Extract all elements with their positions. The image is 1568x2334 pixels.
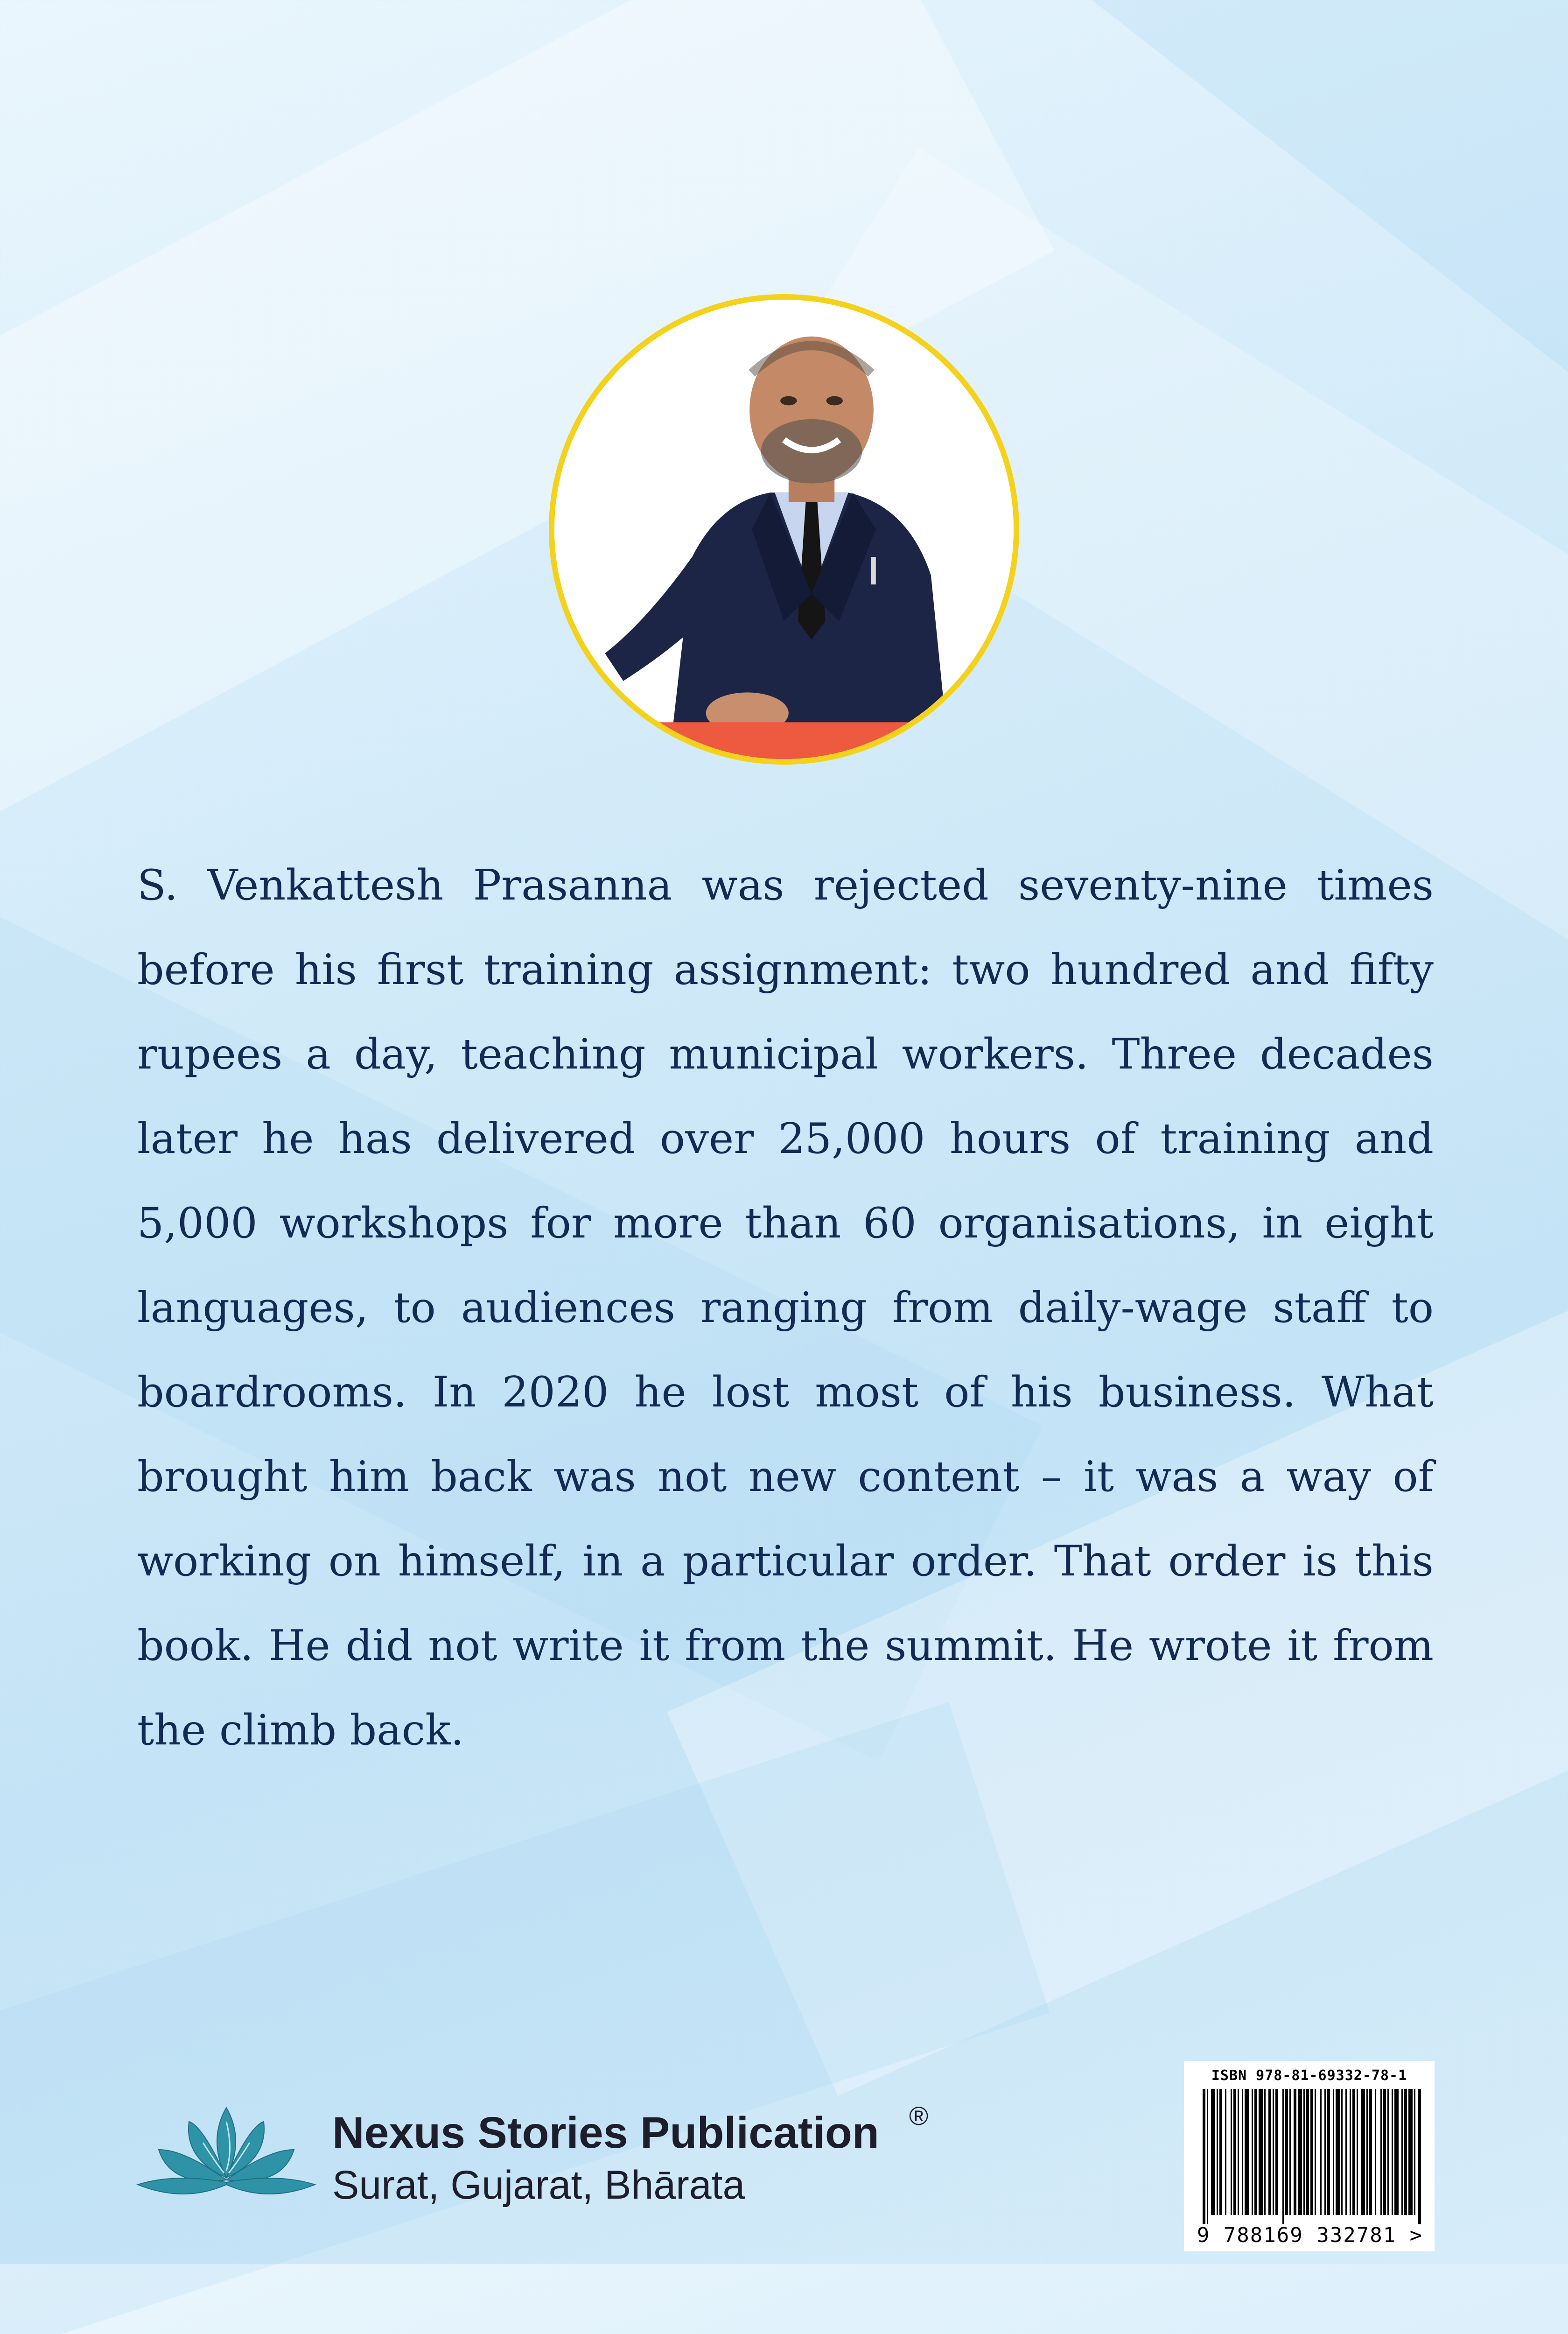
barcode-bar (1273, 2089, 1274, 2215)
barcode-bar (1350, 2089, 1351, 2215)
isbn-label: ISBN 978-81-69332-78-1 (1211, 2067, 1407, 2084)
barcode-bar (1294, 2089, 1296, 2215)
barcode-bar (1245, 2089, 1249, 2215)
barcode-bar (1203, 2089, 1205, 2224)
publisher-location: Surat, Gujarat, Bhārata (332, 2163, 745, 2207)
barcode-bar (1310, 2089, 1313, 2215)
barcode-bar (1289, 2089, 1291, 2215)
barcode-bar (1207, 2089, 1208, 2224)
background-facet (0, 1702, 1050, 2334)
barcode-bar (1357, 2089, 1358, 2215)
barcode-bar (1333, 2089, 1334, 2215)
barcode-bar (1336, 2089, 1340, 2215)
barcode-bar (1404, 2089, 1407, 2215)
barcode-bar (1380, 2089, 1382, 2215)
barcode-bar (1275, 2089, 1278, 2215)
barcode-bar (1327, 2089, 1330, 2215)
barcode-bar (1231, 2089, 1232, 2215)
barcode-bar (1387, 2089, 1389, 2215)
barcode-bar (1252, 2089, 1253, 2215)
barcode-bar (1303, 2089, 1305, 2215)
barcode-bar (1383, 2089, 1386, 2215)
barcode-bar (1366, 2089, 1368, 2215)
barcode-bar (1268, 2089, 1271, 2215)
lotus-logo-icon (133, 2098, 320, 2210)
author-photo-icon (554, 300, 1014, 759)
isbn-barcode (1184, 2061, 1435, 2251)
author-portrait (549, 294, 1019, 765)
barcode-bar (1394, 2089, 1399, 2215)
author-bio: S. Venkattesh Prasanna was rejected seventy-nine times before his first training assignment: two hundred and fifty rupees a day, teaching municipal workers. Three decades later he has delivered over 25,000 hours of training and 5,000 workshops for more than 60 organisations, in eight languages, to audiences ranging from daily-wage staff to boardrooms. In 2020 he lost most of his business. What brought him back was not new content – it was a way of working on himself, in a particular order. That order is this book. He did not write it from the summit. He wrote it from the climb back. (137, 861, 1434, 1755)
barcode-bar (1254, 2089, 1257, 2215)
registered-mark: ® (909, 2101, 929, 2130)
barcode-bar (1324, 2089, 1326, 2215)
barcode-bar (1242, 2089, 1243, 2215)
barcode-bar (1418, 2089, 1421, 2224)
barcode-bars (1203, 2089, 1422, 2224)
barcode-bar (1369, 2089, 1372, 2215)
barcode-bar (1408, 2089, 1413, 2215)
barcode-bar (1341, 2089, 1343, 2215)
barcode-bar (1264, 2089, 1266, 2215)
barcode-bar (1345, 2089, 1347, 2215)
barcode-bar (1217, 2089, 1218, 2215)
barcode-bar (1320, 2089, 1322, 2215)
barcode-bar (1352, 2089, 1355, 2215)
barcode-bar (1298, 2089, 1302, 2215)
barcode-bar (1285, 2089, 1288, 2215)
barcode-bar (1361, 2089, 1365, 2215)
barcode-bar (1306, 2089, 1309, 2215)
background-facet (1015, 0, 1568, 457)
ean-digits: 9 788169 332781 > (1197, 2223, 1423, 2247)
barcode-bar (1211, 2089, 1215, 2215)
barcode-bar (1233, 2089, 1236, 2215)
barcode-bar (1315, 2089, 1316, 2215)
publisher-name: Nexus Stories Publication (332, 2108, 879, 2158)
barcode-bar (1219, 2089, 1222, 2215)
barcode-bar (1375, 2089, 1376, 2215)
barcode-bar (1414, 2089, 1415, 2215)
barcode-bar (1259, 2089, 1263, 2215)
barcode-bar (1282, 2089, 1284, 2224)
barcode-bar (1392, 2089, 1393, 2215)
barcode-bar (1225, 2089, 1226, 2215)
barcode-bar (1238, 2089, 1239, 2215)
barcode-bar (1401, 2089, 1403, 2215)
